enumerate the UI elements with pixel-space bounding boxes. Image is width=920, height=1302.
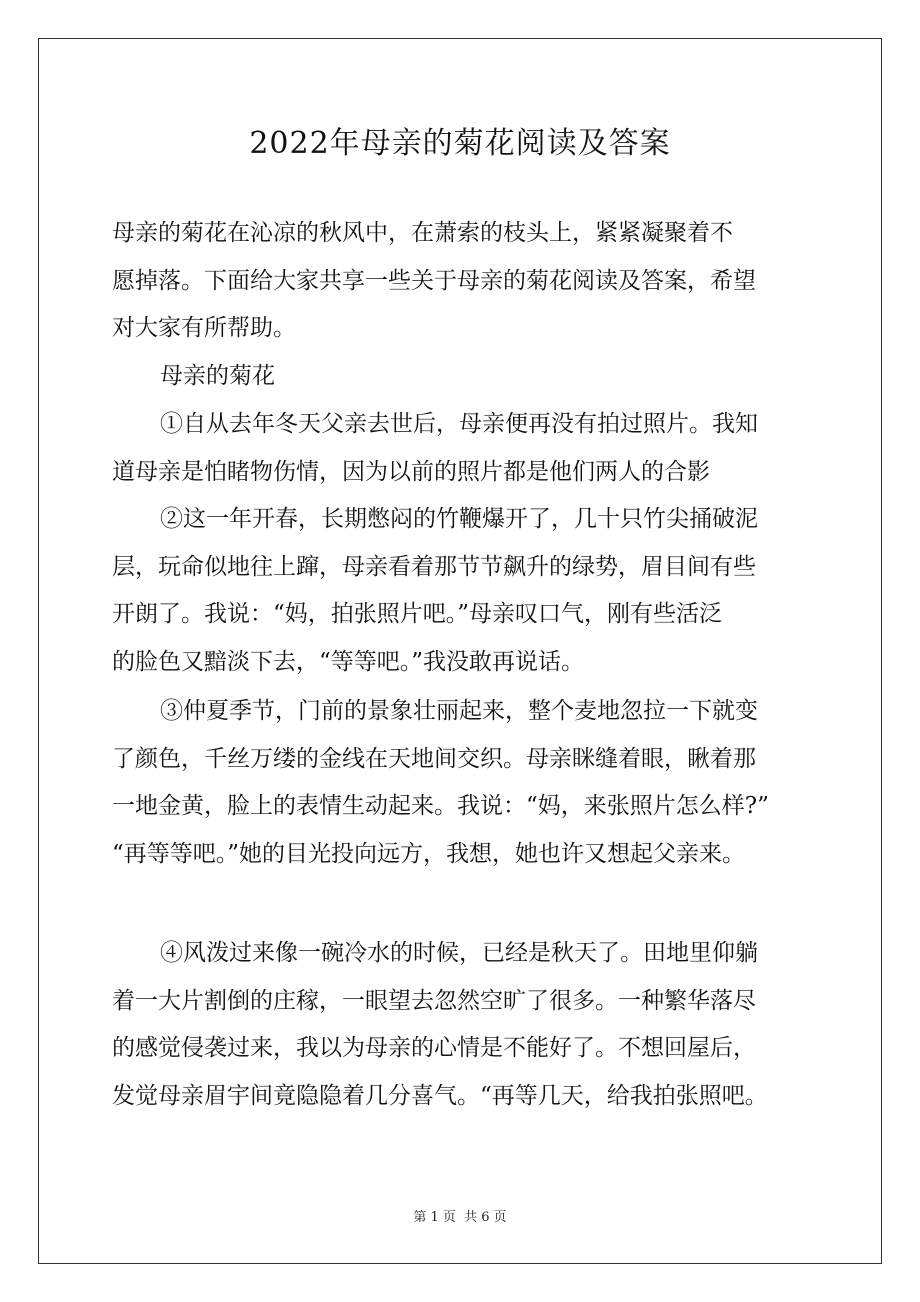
text-line: 母亲的菊花在沁凉的秋风中，在萧索的枝头上，紧紧凝聚着不 [112, 220, 733, 246]
paragraph-3 [112, 688, 812, 878]
text-line: ②这一年开春，长期憋闷的竹鞭爆开了，几十只竹尖捅破泥 [160, 506, 758, 532]
text-line: 的脸色又黯淡下去，“等等吧。”我没敢再说话。 [112, 648, 585, 675]
intro-paragraph [112, 210, 812, 353]
text-line: 着一大片割倒的庄稼，一眼望去忽然空旷了很多。一种繁华落尽 [112, 987, 756, 1014]
text-line: 道母亲是怕睹物伤情，因为以前的照片都是他们两人的合影 [112, 458, 710, 485]
text-line: 了颜色，千丝万缕的金线在天地间交织。母亲眯缝着眼，瞅着那 [112, 745, 756, 772]
text-line: 愿掉落。下面给大家共享一些关于母亲的菊花阅读及答案，希望 [112, 267, 756, 294]
paragraph-4 [112, 930, 812, 1120]
paragraph-2 [112, 496, 812, 686]
text-line: 对大家有所帮助。 [112, 315, 296, 341]
text-line: ①自从去年冬天父亲去世后，母亲便再没有拍过照片。我知 [160, 411, 758, 437]
text-line: 层，玩命似地往上蹿，母亲看着那节节飙升的绿势，眉目间有些 [112, 553, 756, 580]
text-line: “再等等吧。”她的目光投向远方，我想，她也许又想起父亲来。 [112, 840, 746, 867]
page-footer [0, 1206, 920, 1225]
page-total: 共 6 页 [464, 1210, 507, 1225]
text-line: 一地金黄，脸上的表情生动起来。我说：“妈，来张照片怎么样?” [112, 793, 769, 819]
paragraph-1 [112, 401, 812, 496]
text-line: 母亲的菊花 [160, 363, 275, 389]
text-line: ③仲夏季节，门前的景象壮丽起来，整个麦地忽拉一下就变 [160, 698, 758, 724]
text-line: 的感觉侵袭过来，我以为母亲的心情是不能好了。不想回屋后， [112, 1035, 756, 1061]
document-title: 2022年母亲的菊花阅读及答案 [249, 126, 671, 161]
text-line: ④风泼过来像一碗冷水的时候，已经是秋天了。田地里仰躺 [160, 940, 758, 966]
text-line: 开朗了。我说：“妈，拍张照片吧。”母亲叹口气，刚有些活泛 [112, 601, 723, 627]
article-subtitle [160, 353, 860, 401]
page-number: 第 1 页 [413, 1210, 456, 1225]
text-line: 发觉母亲眉宇间竟隐隐着几分喜气。“再等几天，给我拍张照吧。 [112, 1082, 768, 1109]
